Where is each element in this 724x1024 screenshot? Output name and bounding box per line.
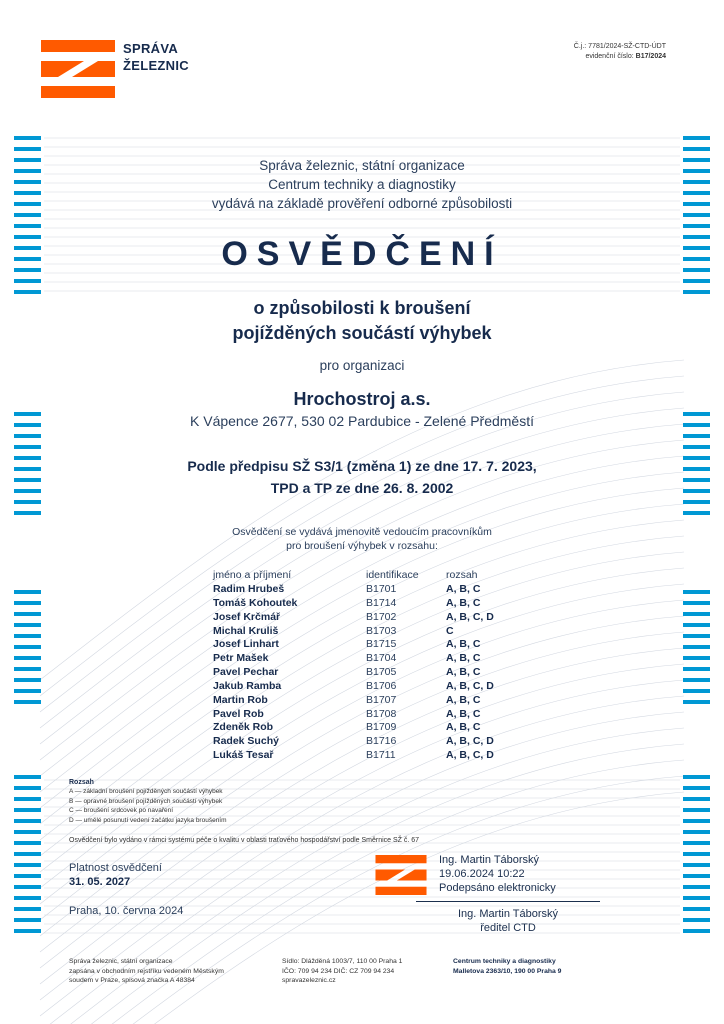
- right-stripe: [683, 590, 710, 594]
- person-id: B1714: [366, 596, 397, 609]
- right-stripe: [683, 279, 710, 283]
- signatory-name: Ing. Martin Táborský: [457, 908, 559, 920]
- person-scope: C: [446, 624, 454, 637]
- person-name: Zdeněk Rob: [213, 721, 274, 734]
- left-stripe: [14, 656, 41, 660]
- evidence-line: [574, 52, 666, 62]
- issued-line: pro broušení výhybek v rozsahu:: [286, 540, 438, 552]
- right-stripe: [683, 623, 710, 627]
- table-row: [213, 666, 536, 680]
- left-stripe: [14, 918, 41, 922]
- left-stripe: [14, 136, 41, 140]
- left-stripe: [14, 797, 41, 801]
- left-stripe: [14, 678, 41, 682]
- footer-center: [453, 957, 561, 976]
- left-stripe: [14, 896, 41, 900]
- right-stripe: [683, 601, 710, 605]
- left-stripe: [14, 213, 41, 217]
- signature-line: [416, 901, 600, 902]
- right-stripe: [683, 918, 710, 922]
- table-row: [213, 749, 536, 763]
- person-scope: A, B, C: [446, 596, 481, 609]
- right-stripe: [683, 147, 710, 151]
- personnel-table: [213, 567, 536, 763]
- sz-logo-icon: [41, 40, 115, 98]
- footer-line: Sídlo: Dlážděná 1003/7, 110 00 Praha 1: [282, 958, 403, 965]
- signature-logo: [375, 855, 427, 900]
- table-row: [213, 597, 536, 611]
- table-row: [213, 708, 536, 722]
- left-stripe: [14, 511, 41, 515]
- left-stripe: [14, 290, 41, 294]
- left-stripe: [14, 623, 41, 627]
- left-stripe: [14, 601, 41, 605]
- person-id: B1705: [366, 666, 397, 679]
- table-row: [213, 611, 536, 625]
- right-stripe: [683, 830, 710, 834]
- person-id: B1707: [366, 693, 397, 706]
- person-scope: A, B, C, D: [446, 610, 494, 623]
- signatory-role: ředitel CTD: [480, 922, 536, 934]
- left-stripe: [14, 700, 41, 704]
- left-stripe: [14, 612, 41, 616]
- right-stripe: [683, 775, 710, 779]
- brand-name-line2: ŽELEZNIC: [123, 58, 189, 73]
- footer-line: IČO: 709 94 234 DIČ: CZ 709 94 234: [282, 967, 395, 975]
- validity-label: Platnost osvědčení: [69, 862, 162, 874]
- esig-name: Ing. Martin Táborský: [439, 854, 540, 866]
- person-name: Josef Krčmář: [213, 610, 281, 623]
- person-id: B1711: [366, 749, 396, 762]
- left-stripe: [14, 147, 41, 151]
- issued-for-text: [0, 525, 724, 553]
- person-scope: A, B, C: [446, 583, 481, 595]
- person-name: Pavel Pechar: [213, 666, 279, 679]
- left-stripe: [14, 907, 41, 911]
- right-stripe: [683, 290, 710, 294]
- legend-title: Rozsah: [69, 779, 94, 786]
- left-stripe: [14, 590, 41, 594]
- person-name: Tomáš Kohoutek: [213, 596, 298, 609]
- person-name: Josef Linhart: [213, 638, 279, 651]
- left-stripe: [14, 667, 41, 671]
- left-stripe: [14, 819, 41, 823]
- left-stripe: [14, 929, 41, 933]
- esig-status: Podepsáno elektronicky: [439, 882, 556, 894]
- validity-block: [69, 861, 162, 889]
- left-stripe: [14, 689, 41, 693]
- footer-line: Malletova 2363/10, 190 00 Praha 9: [453, 967, 562, 975]
- left-stripe: [14, 841, 41, 845]
- person-id: B1709: [366, 721, 397, 734]
- person-scope: A, B, C, D: [446, 749, 494, 762]
- person-id: B1704: [366, 652, 397, 665]
- esig-timestamp: 19.06.2024 10:22: [439, 868, 525, 880]
- intro-line: Centrum techniky a diagnostiky: [268, 177, 456, 192]
- right-stripe: [683, 656, 710, 660]
- right-stripe: [683, 700, 710, 704]
- evidence-label: evidenční číslo:: [585, 53, 634, 60]
- regulation-line: Podle předpisu SŽ S3/1 (změna 1) ze dne 17. 7. 2023,: [187, 458, 537, 474]
- left-stripe: [14, 885, 41, 889]
- right-stripe: [683, 863, 710, 867]
- subtitle-line: o způsobilosti k broušení: [253, 298, 471, 318]
- right-stripe: [683, 511, 710, 515]
- sz-logo-small-icon: [375, 855, 427, 895]
- left-stripe: [14, 224, 41, 228]
- validity-date: 31. 05. 2027: [69, 876, 131, 888]
- right-stripe: [683, 136, 710, 140]
- person-id: B1702: [366, 610, 397, 623]
- right-stripe: [683, 634, 710, 638]
- right-stripe: [683, 445, 710, 449]
- left-stripe: [14, 874, 41, 878]
- person-id: B1715: [366, 638, 397, 651]
- intro-line: vydává na základě prověření odborné způsobilosti: [211, 196, 513, 211]
- person-name: Lukáš Tesař: [213, 749, 274, 762]
- legend-item: B — opravné broušení pojížděných součástí výhybek: [69, 797, 223, 805]
- document-title: OSVĚDČENÍ: [221, 235, 503, 273]
- left-stripe: [14, 852, 41, 856]
- person-id: B1716: [366, 735, 397, 748]
- right-stripe: [683, 645, 710, 649]
- left-stripe: [14, 500, 41, 504]
- right-stripe: [683, 500, 710, 504]
- person-id: B1701: [366, 583, 397, 595]
- right-stripe: [683, 689, 710, 693]
- table-row: [213, 583, 536, 597]
- left-stripe: [14, 786, 41, 790]
- person-id: B1708: [366, 707, 397, 720]
- regulation-reference: [0, 455, 724, 499]
- right-stripe: [683, 819, 710, 823]
- issuer-intro: [0, 156, 724, 213]
- person-name: Martin Rob: [213, 693, 268, 706]
- person-scope: A, B, C: [446, 721, 481, 734]
- right-stripe: [683, 797, 710, 801]
- footer-line: Správa železnic, státní organizace: [69, 958, 173, 965]
- person-id: B1703: [366, 624, 397, 637]
- right-stripe: [683, 874, 710, 878]
- person-name: Petr Mašek: [213, 652, 269, 665]
- organization-name: Hrochostroj a.s.: [293, 389, 431, 409]
- organization-address: K Vápence 2677, 530 02 Pardubice - Zelené Předměstí: [190, 413, 534, 429]
- left-stripe: [14, 434, 41, 438]
- table-row: [213, 735, 536, 749]
- table-row: [213, 721, 536, 735]
- left-stripe: [14, 775, 41, 779]
- person-scope: A, B, C: [446, 638, 481, 651]
- person-scope: A, B, C: [446, 666, 481, 679]
- evidence-number: B17/2024: [635, 53, 666, 60]
- footer-address: [282, 957, 402, 986]
- footer-line: Centrum techniky a diagnostiky: [453, 958, 556, 965]
- right-stripe: [683, 612, 710, 616]
- left-stripe: [14, 808, 41, 812]
- left-stripe: [14, 445, 41, 449]
- person-name: Radek Suchý: [213, 735, 279, 748]
- right-stripe: [683, 224, 710, 228]
- scope-legend: [69, 778, 227, 825]
- personnel-rows: [213, 583, 536, 763]
- brand-name: [123, 40, 189, 74]
- subtitle-line: pojížděných součástí výhybek: [232, 323, 492, 343]
- left-stripe: [14, 830, 41, 834]
- person-name: Radim Hrubeš: [213, 583, 285, 595]
- right-stripe: [683, 841, 710, 845]
- footer-website-link[interactable]: spravazeleznic.cz: [282, 977, 336, 984]
- brand-name-line1: SPRÁVA: [123, 41, 179, 56]
- person-scope: A, B, C, D: [446, 679, 494, 692]
- table-row: [213, 638, 536, 652]
- issued-line: Osvědčení se vydává jmenovitě vedoucím pracovníkům: [232, 526, 492, 538]
- header-identification: identifikace: [366, 569, 419, 581]
- right-stripe: [683, 808, 710, 812]
- header-name: jméno a příjmení: [213, 569, 292, 581]
- document-subtitle: [0, 296, 724, 346]
- table-header-row: [213, 567, 536, 583]
- legend-item: C — broušení srdcovek po navaření: [69, 807, 174, 815]
- for-organization-label: pro organizaci: [319, 358, 405, 373]
- right-stripe: [683, 896, 710, 900]
- table-row: [213, 625, 536, 639]
- person-name: Pavel Rob: [213, 707, 264, 720]
- person-scope: A, B, C: [446, 707, 481, 720]
- table-row: [213, 652, 536, 666]
- brand-logo: [41, 40, 121, 98]
- intro-line: Správa železnic, státní organizace: [259, 158, 465, 173]
- table-row: [213, 694, 536, 708]
- person-scope: A, B, C: [446, 652, 481, 665]
- person-name: Jakub Ramba: [213, 679, 282, 692]
- left-stripe: [14, 279, 41, 283]
- right-stripe: [683, 786, 710, 790]
- regulation-line: TPD a TP ze dne 26. 8. 2002: [270, 480, 454, 496]
- right-stripe: [683, 852, 710, 856]
- reference-block: [574, 42, 666, 62]
- signatory-block: [416, 907, 600, 935]
- right-stripe: [683, 434, 710, 438]
- right-stripe: [683, 929, 710, 933]
- header-scope: rozsah: [446, 569, 478, 581]
- right-stripe: [683, 678, 710, 682]
- legend-item: A — základní broušení pojížděných součástí výhybek: [69, 788, 223, 796]
- table-row: [213, 680, 536, 694]
- legend-item: D — umělé posunutí vedení začátku jazyka broušením: [69, 816, 227, 824]
- case-number: Č.j.: 7781/2024-SŽ-CTD-ÚDT: [573, 43, 666, 50]
- quality-note: Osvědčení bylo vydáno v rámci systému péče o kvalitu v oblasti traťového hospodářství podle Směrnice SŽ č. 67: [69, 837, 420, 844]
- right-stripe: [683, 667, 710, 671]
- left-stripe: [14, 634, 41, 638]
- footer-line: soudem v Praze, spisová značka A 48384: [69, 977, 195, 984]
- person-scope: A, B, C, D: [446, 735, 494, 748]
- footer-company: [69, 957, 224, 986]
- left-stripe: [14, 645, 41, 649]
- person-scope: A, B, C: [446, 693, 481, 706]
- right-stripe: [683, 213, 710, 217]
- footer-line: zapsána v obchodním rejstříku vedeném Městským: [69, 967, 224, 975]
- person-name: Michal Kruliš: [213, 624, 279, 637]
- person-id: B1706: [366, 679, 397, 692]
- right-stripe: [683, 885, 710, 889]
- left-stripe: [14, 863, 41, 867]
- right-stripe: [683, 907, 710, 911]
- place-and-date: Praha, 10. června 2024: [69, 905, 184, 917]
- electronic-signature: [439, 853, 556, 895]
